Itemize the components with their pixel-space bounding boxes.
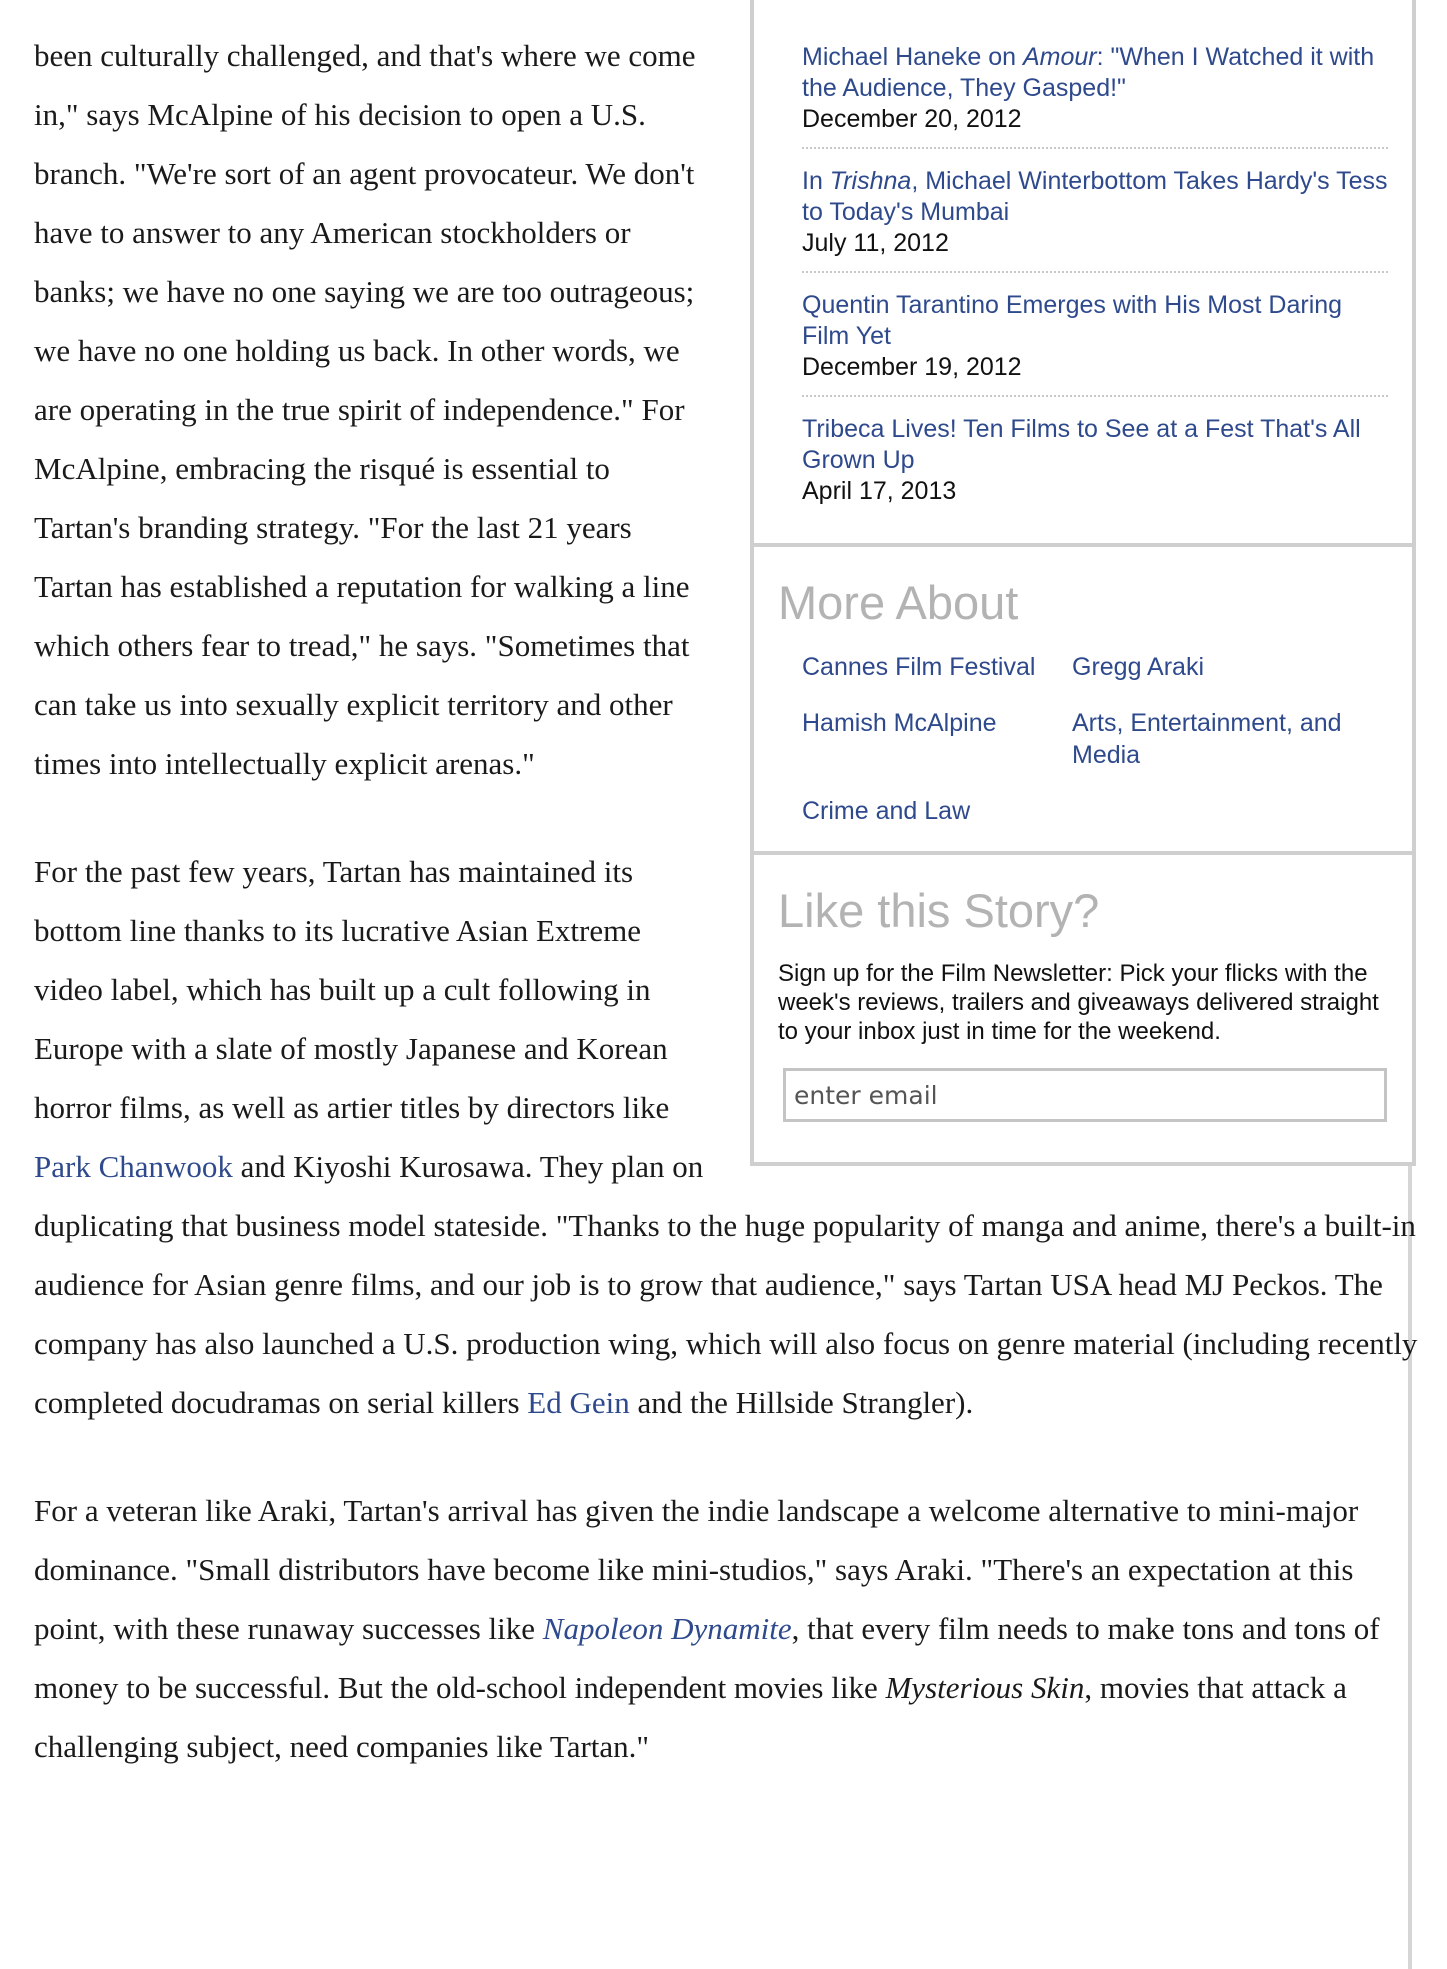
related-story-date: July 11, 2012 xyxy=(802,229,949,257)
film-title: Mysterious Skin xyxy=(885,1670,1085,1705)
sidebar-float-spacer xyxy=(729,26,1419,1166)
topic-link-cannes[interactable]: Cannes Film Festival xyxy=(802,653,1036,681)
newsletter-description: Sign up for the Film Newsletter: Pick your flicks with the week's reviews, trailers and giveaways delivered straight to your inbox just in time for the weekend. xyxy=(778,960,1379,1045)
related-story-link[interactable]: Quentin Tarantino Emerges with His Most Daring Film Yet xyxy=(802,291,1343,350)
paragraph-text: and Kiyoshi Kurosawa. They plan on duplicating that business model stateside. "Thanks to the huge popularity of manga and anime, there's a built-in audience for Asian genre films, and our job is to grow that audience," says Tartan USA head MJ Peckos. The company has also launched a U.S. production wing, which will also focus on genre material (including recently completed docudramas on serial killers xyxy=(34,1149,1418,1420)
article-body xyxy=(34,26,1419,1825)
ed-gein-link[interactable]: Ed Gein xyxy=(527,1385,630,1420)
related-story-link[interactable]: Tribeca Lives! Ten Films to See at a Fest That's All Grown Up xyxy=(802,415,1361,474)
topic-link-gregg-araki[interactable]: Gregg Araki xyxy=(1072,653,1205,681)
article-paragraph xyxy=(34,1481,1419,1776)
paragraph-text: For a veteran like Araki, Tartan's arrival has given the indie landscape a welcome alternative to mini-major dominance. "Small distributors have become like mini-studios," says Araki. "There's an expectation at this point, with these runaway successes like xyxy=(34,1493,1359,1646)
more-about-title: More About xyxy=(778,576,1019,629)
related-story-date: December 19, 2012 xyxy=(802,353,1022,381)
paragraph-text: been culturally challenged, and that's where we come in," says McAlpine of his decision to open a U.S. branch. "We're sort of an agent provocateur. We don't have to answer to any American stockholders or banks; we have no one saying we are too outrageous; we have no one holding us back. In other words, we are operating in the true spirit of independence." For McAlpine, embracing the risqué is essential to Tartan's branding strategy. "For the last 21 years Tartan has established a reputation for walking a line which others fear to tread," he says. "Sometimes that can take us into sexually explicit territory and other times into intellectually explicit arenas." xyxy=(34,38,696,781)
napoleon-dynamite-link[interactable]: Napoleon Dynamite xyxy=(542,1611,792,1646)
newsletter-title: Like this Story? xyxy=(778,884,1100,937)
paragraph-text: and the Hillside Strangler). xyxy=(629,1385,974,1420)
paragraph-text: , that every film needs to make tons and tons of money to be successful. But the old-school independent movies like xyxy=(34,1611,1380,1705)
paragraph-text: , movies that attack a challenging subject, need companies like Tartan." xyxy=(34,1670,1347,1764)
topic-link-arts-entertainment[interactable]: Arts, Entertainment, and Media xyxy=(1072,709,1342,769)
related-story-date: December 20, 2012 xyxy=(802,105,1022,133)
paragraph-text: For the past few years, Tartan has maintained its bottom line thanks to its lucrative Asian Extreme video label, which has built up a cult following in Europe with a slate of mostly Japanese and Korean horror films, as well as artier titles by directors like xyxy=(34,854,670,1125)
topic-link-crime-law[interactable]: Crime and Law xyxy=(802,797,971,825)
topic-link-hamish-mcalpine[interactable]: Hamish McAlpine xyxy=(802,709,997,737)
related-story-link[interactable]: Michael Haneke on Amour: "When I Watched it with the Audience, They Gasped!" xyxy=(802,43,1375,102)
related-story-date: April 17, 2013 xyxy=(802,477,957,505)
park-chanwook-link[interactable]: Park Chanwook xyxy=(34,1149,233,1184)
related-story-link[interactable]: In Trishna, Michael Winterbottom Takes Hardy's Tess to Today's Mumbai xyxy=(802,167,1388,226)
